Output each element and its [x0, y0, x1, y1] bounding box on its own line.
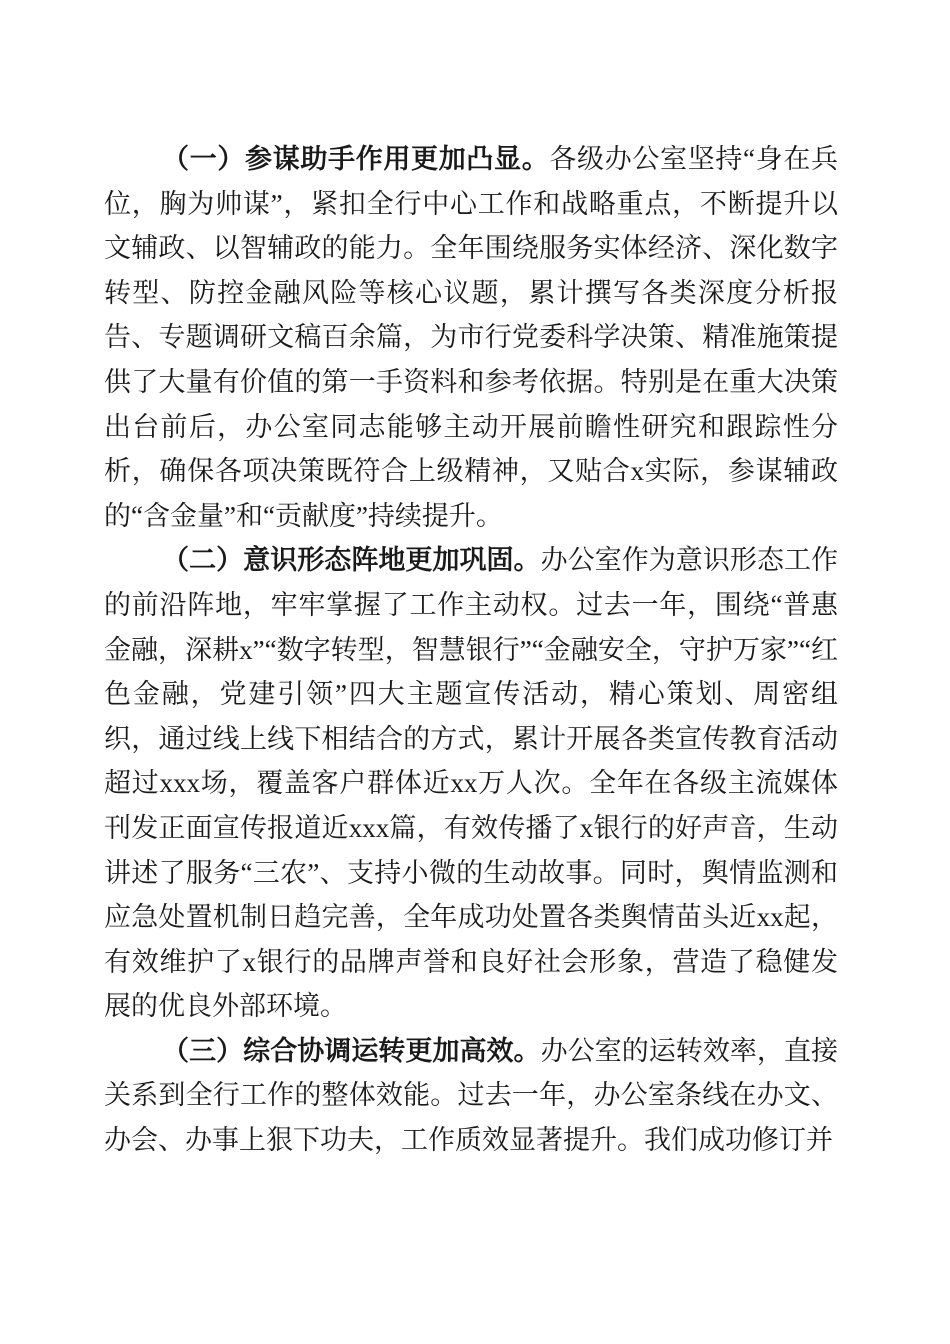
paragraph-3-body: 办公室的运转效率，直接关系到全行工作的整体效能。过去一年，办公室条线在办文、办会、办事上狠下功夫，工作质效显著提升。我们成功修订并 — [104, 1035, 839, 1156]
paragraph-3-heading: （三）综合协调运转更加高效。 — [162, 1035, 541, 1066]
paragraph-2 — [104, 538, 838, 1029]
paragraph-2-body: 办公室作为意识形态工作的前沿阵地，牢牢掌握了工作主动权。过去一年，围绕“普惠金融，深耕x”“数字转型，智慧银行”“金融安全，守护万家”“红色金融，党建引领”四大主题宣传活动，精心策划、周密组织，通过线上线下相结合的方式，累计开展各类宣传教育活动超过xxx场，覆盖客户群体近xx万人次。全年在各级主流媒体刊发正面宣传报道近xxx篇，有效传播了x银行的好声音，生动讲述了服务“三农”、支持小微的生动故事。同时，舆情监测和应急处置机制日趋完善，全年成功处置各类舆情苗头近xx起，有效维护了x银行的品牌声誉和良好社会形象，营造了稳健发展的优良外部环境。 — [104, 545, 839, 1022]
paragraph-3 — [104, 1029, 838, 1163]
paragraph-1-body: 各级办公室坚持“身在兵位，胸为帅谋”，紧扣全行中心工作和战略重点，不断提升以文辅政、以智辅政的能力。全年围绕服务实体经济、深化数字转型、防控金融风险等核心议题，累计撰写各类深度分析报告、专题调研文稿百余篇，为市行党委科学决策、精准施策提供了大量有价值的第一手资料和参考依据。特别是在重大决策出台前后，办公室同志能够主动开展前瞻性研究和跟踪性分析，确保各项决策既符合上级精神，又贴合x实际，参谋辅政的“含金量”和“贡献度”持续提升。 — [104, 144, 839, 531]
paragraph-1-heading: （一）参谋助手作用更加凸显。 — [162, 144, 550, 174]
paragraph-1 — [104, 137, 838, 538]
paragraph-2-heading: （二）意识形态阵地更加巩固。 — [162, 545, 541, 576]
document-content — [104, 137, 838, 1163]
